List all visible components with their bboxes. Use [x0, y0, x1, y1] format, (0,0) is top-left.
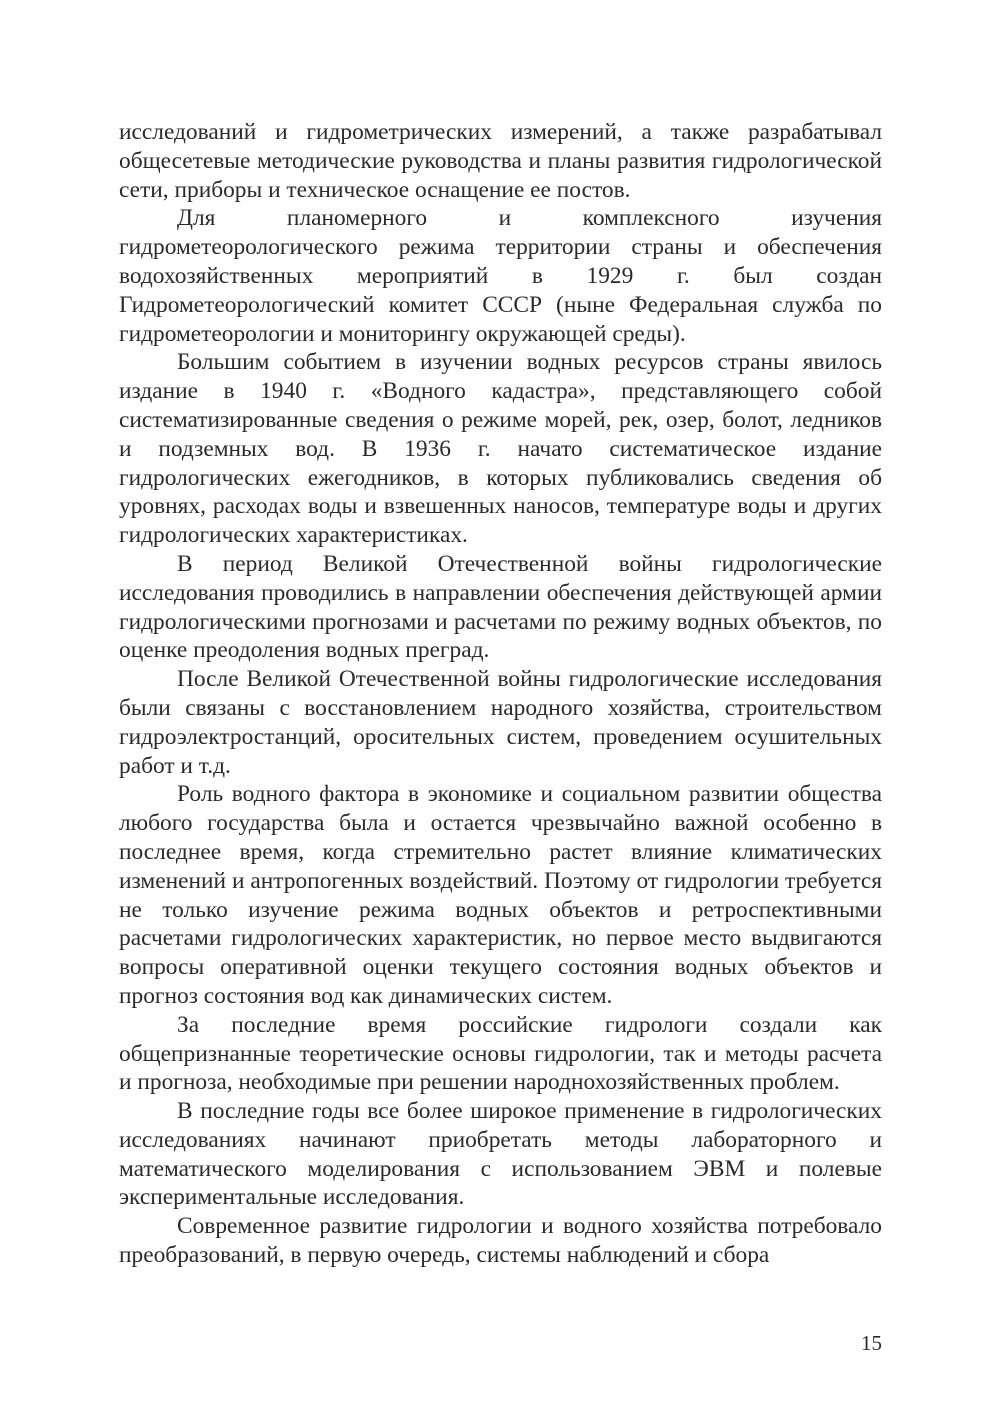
- paragraph: Большим событием в изучении водных ресурсов страны явилось издание в 1940 г. «Водного кадастра», представляющего собой систематизированные сведения о режиме морей, рек, озер, болот, ледников и подземных вод. В 1936 г. начато систематическое издание гидрологических ежегодников, в которых публиковались сведения об уровнях, расходах воды и взвешенных наносов, температуре воды и других гидрологических характеристиках.: [119, 349, 882, 549]
- paragraph: Для планомерного и комплексного изучения гидрометеорологического режима территории страны и обеспечения водохозяйственных мероприятий в 1929 г. был создан Гидрометеорологический комитет СССР (ныне Федеральная служба по гидрометеорологии и мониторингу окружающей среды).: [119, 205, 882, 347]
- paragraph: В период Великой Отечественной войны гидрологические исследования проводились в направлении обеспечения действующей армии гидрологическими прогнозами и расчетами по режиму водных объектов, по оценке преодоления водных преград.: [119, 550, 882, 664]
- paragraph: Современное развитие гидрологии и водного хозяйства потребовало преобразований, в первую очередь, системы наблюдений и сбора: [119, 1213, 882, 1269]
- paragraph: Роль водного фактора в экономике и социальном развитии общества любого государства была и остается чрезвычайно важной особенно в последнее время, когда стремительно растет влияние климатических изменений и антропогенных воздействий. Поэтому от гидрологии требуется не только изучение режима водных объектов и ретроспективными расчетами гидрологических характеристик, но первое место выдвигаются вопросы оперативной оценки текущего состояния водных объектов и прогноз состояния вод как динамических систем.: [119, 781, 882, 1009]
- paragraph: исследований и гидрометрических измерений, а также разрабатывал общесетевые методические руководства и планы развития гидрологической сети, приборы и техническое оснащение ее постов.: [119, 119, 882, 203]
- paragraph: В последние годы все более широкое применение в гидрологических исследованиях начинают приобретать методы лабораторного и математического моделирования с использованием ЭВМ и полевые экспериментальные исследования.: [119, 1098, 882, 1211]
- paragraph: За последние время российские гидрологи создали как общепризнанные теоретические основы гидрологии, так и методы расчета и прогноза, необходимые при решении народнохозяйственных проблем.: [119, 1011, 882, 1096]
- paragraph: После Великой Отечественной войны гидрологические исследования были связаны с восстановлением народного хозяйства, строительством гидроэлектростанций, оросительных систем, проведением осушительных работ и т.д.: [119, 666, 882, 779]
- body-text: [119, 118, 882, 1270]
- page-number: 15: [861, 1331, 882, 1355]
